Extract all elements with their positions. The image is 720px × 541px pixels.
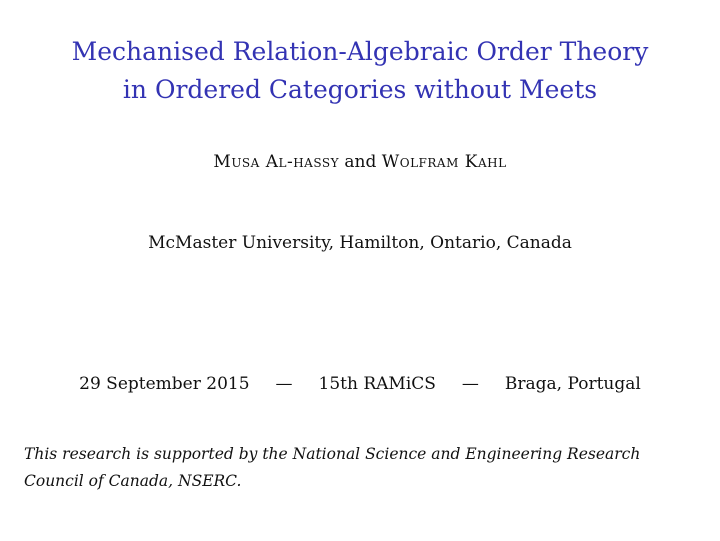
event-separator-1: — — [275, 374, 293, 394]
authors-conjunction: and — [344, 152, 377, 172]
slide-title — [0, 33, 720, 109]
event-separator-2: — — [461, 374, 479, 394]
support-note-line-2: Council of Canada, NSERC. — [24, 472, 242, 490]
event-date: 29 September 2015 — [79, 374, 250, 394]
event-line — [0, 372, 720, 396]
author-2: Wolfram Kahl — [381, 152, 507, 172]
support-note — [24, 441, 700, 495]
title-line-2: in Ordered Categories without Meets — [122, 75, 598, 104]
authors — [0, 150, 720, 174]
author-1: Musa Al-hassy — [213, 152, 339, 172]
title-line-1: Mechanised Relation-Algebraic Order Theory — [71, 37, 649, 66]
event-conference: 15th RAMiCS — [318, 374, 436, 394]
event-location: Braga, Portugal — [504, 374, 641, 394]
affiliation: McMaster University, Hamilton, Ontario, Canada — [148, 233, 572, 253]
support-note-line-1: This research is supported by the National Science and Engineering Research — [24, 445, 641, 463]
